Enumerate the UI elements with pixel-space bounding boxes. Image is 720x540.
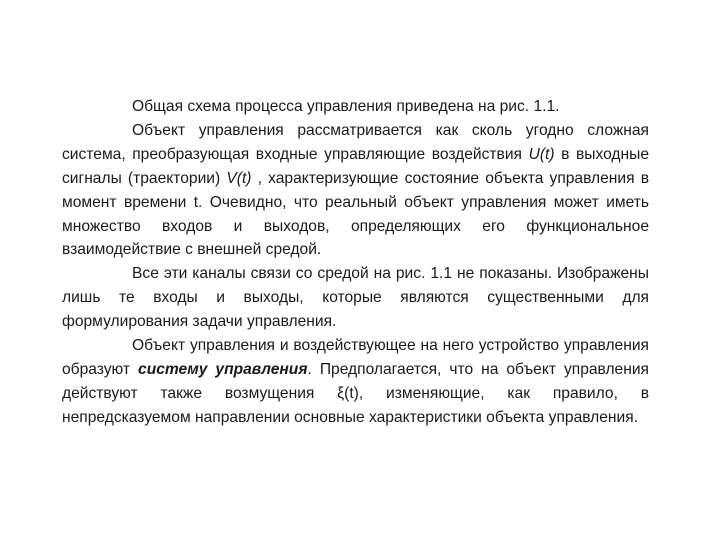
control-system-term: систему управления [138,360,308,378]
paragraph-1 [62,95,649,119]
paragraph-2 [62,119,649,262]
paragraph-2-text-c: , характеризующие состояние объекта управления в момент времени t. Очевидно, что реальный объект управления может иметь множество входов и выходов, определяющих его функциональное взаимодействие с внешней средой. [62,169,649,259]
body-text [62,95,649,430]
paragraph-4 [62,334,649,430]
input-signal-symbol: U(t) [528,145,555,163]
output-signal-symbol: V(t) [226,169,252,187]
paragraph-3-text: Все эти каналы связи со средой на рис. 1.1 не показаны. Изображены лишь те входы и выходы, которые являются существенными для формулирования задачи управления. [62,265,649,331]
paragraph-3 [62,262,649,334]
paragraph-4-text-a: Объект управления и воздействующее на него устройство управления образуют [62,337,649,378]
paragraph-1-text: Общая схема процесса управления приведена на рис. 1.1. [132,98,560,115]
paragraph-2-text-b: в выходные сигналы (траектории) [62,145,650,187]
paragraph-2-text-a: Объект управления рассматривается как сколь угодно сложная система, преобразующая входные управляющие воздействия [62,121,649,163]
paragraph-4-text-b: . Предполагается, что на объект управления действуют также возмущения ξ(t), изменяющие, как правило, в непредсказуемом направлении основные характеристики объекта управления. [62,360,649,426]
